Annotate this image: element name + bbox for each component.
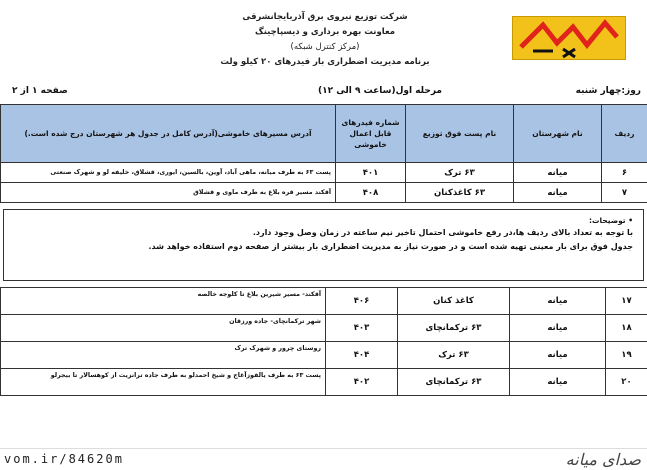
cell-address: روستای چرور و شهرک ترک [1,342,326,369]
table-row [1,288,647,315]
cell-post: ۶۳ کاغذکنان [406,183,514,203]
header-feeder: شماره فیدرهای قابل اعمال خاموشی [336,105,406,163]
organization-header [150,10,500,70]
cell-address: شهر ترکمانچای- جاده ورزقان [1,315,326,342]
cell-post: ۶۳ ترکمانچای [398,315,510,342]
outage-table [0,104,647,203]
table-row [1,163,647,183]
cell-address: آقکند مسیر قره بلاغ به طرف ماوی و قشلاق [1,183,336,203]
header-address: آدرس مسیرهای خاموشی(آدرس کامل در جدول هر شهرستان درج شده است.) [1,105,336,163]
cell-post: ۶۳ ترک [406,163,514,183]
brand-watermark: صدای میانه [565,450,641,469]
cell-feeder: ۴۰۳ [326,315,398,342]
org-line: (مرکز کنترل شبکه) [290,42,360,52]
cell-feeder: ۴۰۱ [336,163,406,183]
org-line: معاونت بهره برداری و دیسپاچینگ [254,27,396,37]
cell-row-number: ۷ [602,183,647,203]
program-title: برنامه مدیریت اضطراری بار فیدرهای ۲۰ کیلو ولت [220,57,430,67]
table-row [1,369,647,396]
cell-row-number: ۲۰ [606,369,647,396]
footer-bar [0,448,647,470]
page-indicator: صفحه ۱ از ۲ [12,86,68,96]
cell-feeder: ۴۰۴ [326,342,398,369]
table-row [1,315,647,342]
notes-box [3,209,644,281]
note-line: با توجه به تعداد بالای ردیف ها،در رفع خاموشی احتمال تاخیر نیم ساعته در زمان وصل وجود دارد. [252,228,633,237]
cell-row-number: ۱۷ [606,288,647,315]
cell-post: ۶۳ ترکمانچای [398,369,510,396]
lightning-logo-icon [513,17,627,61]
phase-label: مرحله اول(ساعت ۹ الی ۱۲) [317,86,442,96]
outage-table-continued [0,287,647,396]
day-label: روز:چهار شنبه [575,86,641,96]
cell-address: پست ۶۳ به طرف میانه، ماهی آباد، آوین، بالسین، ایوری، قشلاق، خلیفه لو و شهرک صنعتی [1,163,336,183]
cell-post: ۶۳ ترک [398,342,510,369]
table-header-row [1,105,647,163]
table-row [1,342,647,369]
short-url-link[interactable]: vom.ir/84620m [4,452,124,466]
cell-city: میانه [510,342,606,369]
info-row [0,84,647,100]
cell-address: آقکند- مسیر شیرین بلاغ تا کلوجه خالصه [1,288,326,315]
cell-city: میانه [510,315,606,342]
header-row-number: ردیف [602,105,647,163]
company-logo [512,16,626,60]
cell-city: میانه [514,163,602,183]
cell-feeder: ۴۰۶ [326,288,398,315]
note-line: جدول فوق برای بار معینی تهیه شده است و در صورت نیاز به مدیریت اضطراری بار بیشتر از صفحه دوم استفاده خواهد شد. [148,242,633,251]
cell-city: میانه [510,369,606,396]
cell-row-number: ۶ [602,163,647,183]
cell-city: میانه [510,288,606,315]
cell-row-number: ۱۸ [606,315,647,342]
cell-feeder: ۴۰۲ [326,369,398,396]
table-row [1,183,647,203]
org-line: شرکت توزیع نیروی برق آذربایجانشرقی [242,12,408,22]
cell-row-number: ۱۹ [606,342,647,369]
cell-post: کاغذ کنان [398,288,510,315]
cell-address: پست ۶۳ به طرف یالقوزآغاج و شیخ احمدلو به طرف جاده ترانزیت از کوهسالار تا بیجرلو [1,369,326,396]
notes-title: • توضیحات: [589,216,633,225]
header-post: نام پست فوق توزیع [406,105,514,163]
header-city: نام شهرستان [514,105,602,163]
cell-feeder: ۴۰۸ [336,183,406,203]
cell-city: میانه [514,183,602,203]
